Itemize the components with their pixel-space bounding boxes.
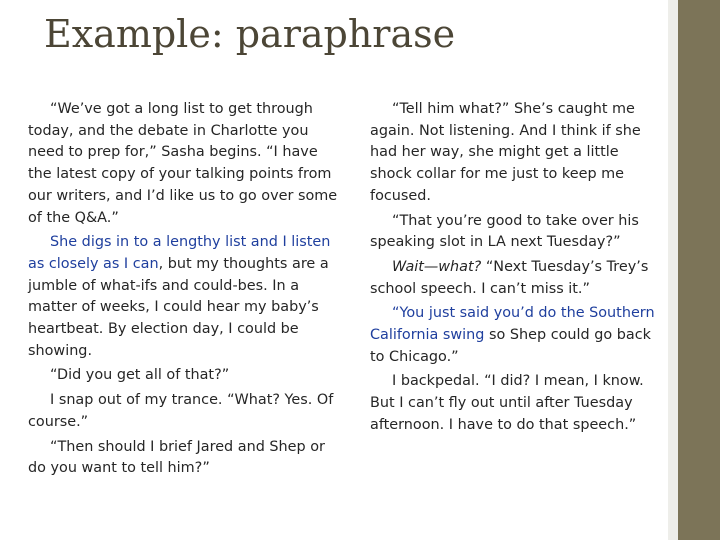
highlighted-phrase: She digs in to a lengthy list and I listen as closely as I can xyxy=(28,234,331,272)
slide-title: Example: paraphrase xyxy=(44,12,456,56)
right-text-column xyxy=(370,99,660,440)
right-edge-light-strip xyxy=(668,0,678,540)
left-paragraph-5: “Then should I brief Jared and Shep or do you want to tell him?” xyxy=(28,438,325,477)
italic-phrase: Wait—what? xyxy=(392,258,482,275)
left-paragraph-1: “We’ve got a long list to get through today, and the debate in Charlotte you need to prep for,” Sasha begins. “I have the latest copy of your talking points from our writers, and I’d like us to go over some of the Q&A.” xyxy=(28,101,338,226)
right-edge-dark-strip xyxy=(678,0,720,540)
left-paragraph-4: I snap out of my trance. “What? Yes. Of course.” xyxy=(28,392,334,430)
right-paragraph-3-rest: “Next Tuesday’s Trey’s school speech. I can’t miss it.” xyxy=(370,258,649,297)
highlighted-phrase: “You just said you’d do the Southern California swing xyxy=(370,305,655,344)
right-paragraph-3 xyxy=(370,257,660,300)
right-paragraph-4-rest: so Shep could go back to Chicago.” xyxy=(370,327,651,365)
right-paragraph-4 xyxy=(370,303,660,368)
right-paragraph-2: “That you’re good to take over his speaking slot in LA next Tuesday?” xyxy=(370,212,639,251)
left-paragraph-2 xyxy=(28,232,340,362)
right-paragraph-1: “Tell him what?” She’s caught me again. Not listening. And I think if she had her way, she might get a little shock collar for me just to keep me focused. xyxy=(370,101,641,204)
right-paragraph-5: I backpedal. “I did? I mean, I know. But I can’t fly out until after Tuesday afternoon. I have to do that speech.” xyxy=(370,373,644,433)
left-paragraph-2-rest: , but my thoughts are a jumble of what-ifs and could-bes. In a matter of weeks, I could hear my baby’s heartbeat. By election day, I could be showing. xyxy=(28,255,329,359)
left-text-column xyxy=(28,99,340,483)
left-paragraph-3: “Did you get all of that?” xyxy=(50,367,230,384)
